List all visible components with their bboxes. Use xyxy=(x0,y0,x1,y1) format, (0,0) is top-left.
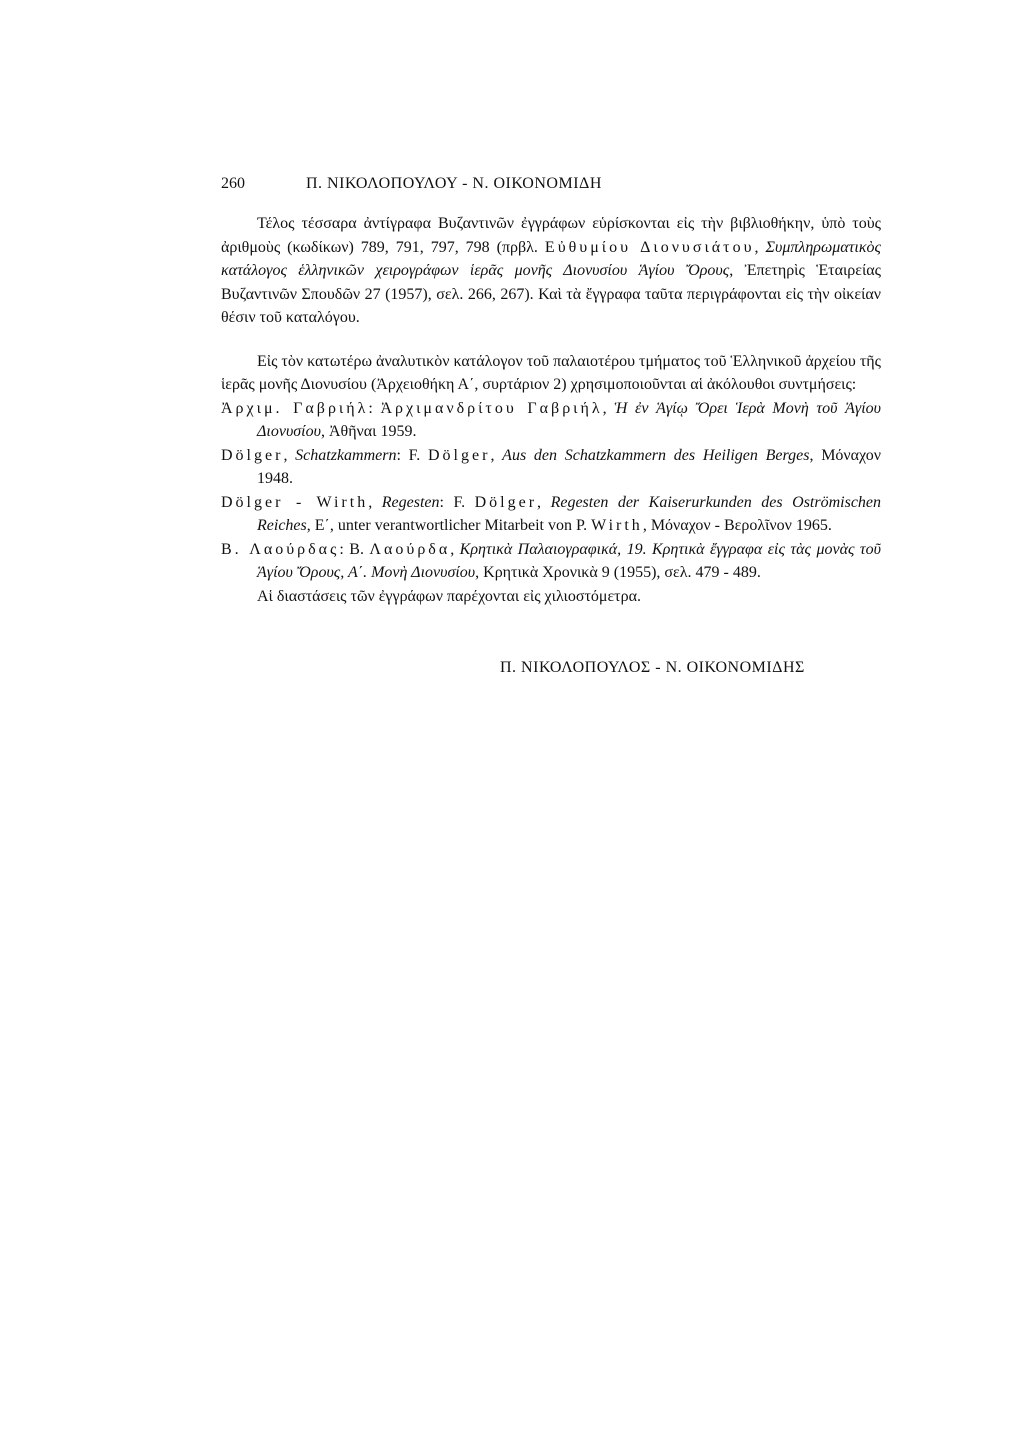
abbreviation: Β. Λαούρδας xyxy=(221,540,340,558)
abbreviations-intro-paragraph: Εἰς τὸν κατωτέρω ἀναλυτικὸν κατάλογον τοῦ παλαιοτέρου τμήματος τοῦ Ἑλληνικοῦ ἀρχείου τῆς ἱερᾶς μονῆς Διονυσίου (Ἀρχειοθήκη Α΄, συρτάριον 2) χρησιμοποιοῦνται αἱ ἀκόλουθοι συντμήσεις: xyxy=(221,352,881,393)
separator: : Β. xyxy=(339,540,370,558)
paragraph-text: Τέλος τέσσαρα ἀντίγραφα Βυζαντινῶν ἐγγράφων εὑρίσκονται εἰς τὴν βιβλιοθήκην, ὑπὸ τοὺς ἀριθμοὺς (κωδίκων) 789, 791, 797, 798 (πρβλ. xyxy=(221,215,881,256)
work-title: Κρητικὰ Παλαιογραφικά, 19. Κρητικὰ ἔγγραφα εἰς τὰς μονὰς τοῦ Ἁγίου Ὄρους, Α΄. Μονὴ Διονυσίου xyxy=(257,540,882,581)
publication-info: , Μόναχον - Βερολῖνον 1965. xyxy=(642,517,832,534)
abbreviation: Dölger - Wirth xyxy=(221,493,369,511)
work-title: Συμπληρωματικὸς κατάλογος ἑλληνικῶν χειρογράφων ἱερᾶς μονῆς Διονυσίου Ἁγίου Ὄρους xyxy=(221,238,882,279)
separator: , xyxy=(450,540,460,558)
page-body xyxy=(221,212,881,608)
abbreviation-title: Schatzkammern xyxy=(295,446,397,464)
authors-signature: Π. ΝΙΚΟΛΟΠΟΥΛΟΣ - Ν. ΟΙΚΟΝΟΜΙΔΗΣ xyxy=(500,659,805,676)
publication-info: , Μόναχον 1948. xyxy=(257,446,882,487)
publication-info: , Ἀθῆναι 1959. xyxy=(320,423,417,440)
paragraph-text: , xyxy=(754,238,766,256)
abbreviation: Dölger xyxy=(221,446,284,464)
intro-paragraph xyxy=(221,212,881,330)
abbreviation: Ἀρχιμ. Γαβριήλ xyxy=(221,399,369,417)
abbreviation-entry xyxy=(221,491,881,538)
page-number: 260 xyxy=(221,175,245,192)
author-name: Ἀρχιμανδρίτου Γαβριήλ xyxy=(380,399,603,417)
work-title: Regesten der Kaiserurkunden des Oströmischen Reiches xyxy=(257,493,882,534)
abbreviation-title: Regesten xyxy=(381,493,440,511)
author-name: Λαούρδα xyxy=(369,540,451,558)
abbreviation-entry xyxy=(221,538,881,585)
separator: : F. xyxy=(396,446,428,464)
separator: , xyxy=(283,446,296,464)
separator: , xyxy=(537,493,551,511)
separator: , xyxy=(490,446,503,464)
separator: : xyxy=(368,399,381,417)
author-name: Dölger xyxy=(428,446,491,464)
publication-info: , Ε΄, unter verantwortlicher Mitarbeit von P. xyxy=(306,517,592,534)
author-name: Εὐθυμίου Διονυσιάτου xyxy=(544,238,755,256)
publication-info: , Κρητικὰ Χρονικὰ 9 (1955), σελ. 479 - 489. xyxy=(475,564,761,581)
separator: , xyxy=(602,399,615,417)
running-head: Π. ΝΙΚΟΛΟΠΟΥΛΟΥ - Ν. ΟΙΚΟΝΟΜΙΔΗ xyxy=(306,175,602,192)
abbreviation-entry xyxy=(221,444,881,491)
abbreviation-entry xyxy=(221,397,881,444)
page-header xyxy=(221,172,881,196)
work-title: Aus den Schatzkammern des Heiligen Berges xyxy=(502,446,810,464)
separator: , xyxy=(368,493,382,511)
separator: : F. xyxy=(439,493,475,511)
dimensions-note: Αἱ διαστάσεις τῶν ἐγγράφων παρέχονται εἰς χιλιοστόμετρα. xyxy=(257,587,641,605)
paragraph-text: , Ἐπετηρὶς Ἑταιρείας Βυζαντινῶν Σπουδῶν 27 (1957), σελ. 266, 267). Καὶ τὰ ἔγγραφα ταῦτα περιγράφονται εἰς τὴν οἰκείαν θέσιν τοῦ καταλόγου. xyxy=(221,262,882,326)
author-name: Dölger xyxy=(474,493,538,511)
work-title: Ἡ ἐν Ἁγίῳ Ὄρει Ἱερὰ Μονὴ τοῦ Ἁγίου Διονυσίου xyxy=(257,399,882,440)
author-name: Wirth xyxy=(591,517,643,534)
